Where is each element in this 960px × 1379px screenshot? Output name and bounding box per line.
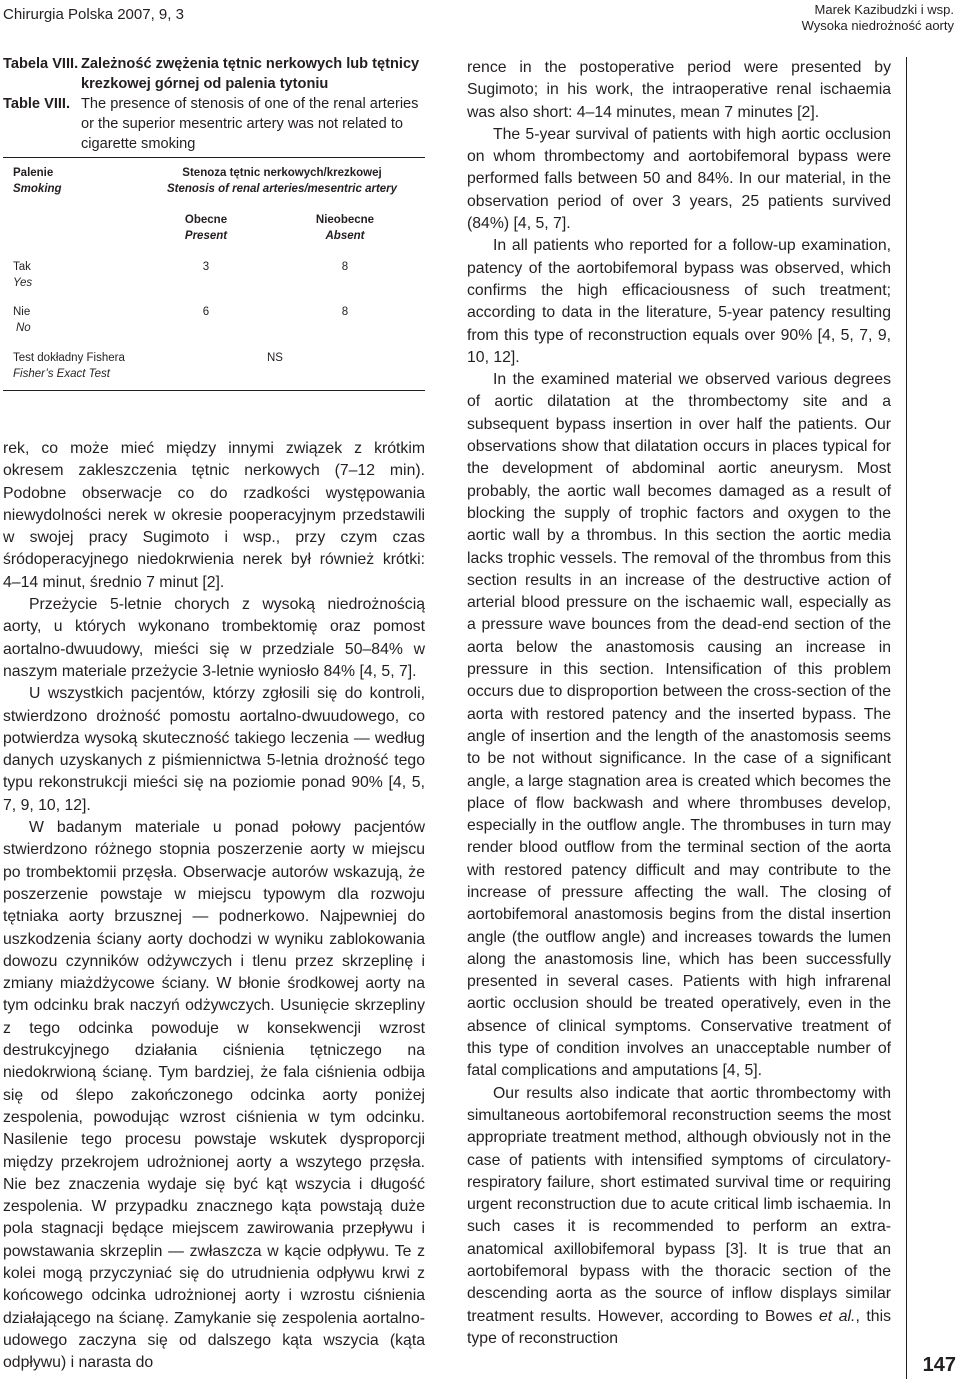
running-header-title: Wysoka niedrożność aorty xyxy=(801,18,954,33)
left-text-column xyxy=(3,438,425,1374)
right-paragraph: In all patients who reported for a follow-up examination, patency of the aortobifemoral bypass was observed, which confirms the high efficaciousness of such treatment; according to data in the literature, 5-year patency resulting from this type of reconstruction equals over 90% [4, 5, 7, 9, 10, 12]. xyxy=(467,237,891,366)
running-header xyxy=(802,2,954,34)
present-header-pl: Obecne xyxy=(184,214,228,226)
left-paragraph: U wszystkich pacjentów, którzy zgłosili się do kontroli, stwierdzono drożność pomostu aortalno-dwuudowego, co potwierdza wysoką skuteczność takiego leczenia — według danych uzyskanych z piśmiennictwa 5-letnia drożność tego typu rekonstrukcji mieści się na poziomie ponad 90% [4, 5, 7, 9, 10, 12]. xyxy=(3,685,425,814)
row-no-pl: Nie xyxy=(13,306,31,318)
table-cell-no-absent: 8 xyxy=(341,306,349,318)
row-test-en: Fisher’s Exact Test xyxy=(13,368,110,380)
right-paragraph-tail: , this type of reconstruction xyxy=(467,1307,891,1347)
row-no-en: No xyxy=(16,322,31,334)
smoking-header-pl: Palenie xyxy=(13,167,54,179)
row-yes-pl: Tak xyxy=(13,261,31,273)
running-header-authors: Marek Kazibudzki i wsp. xyxy=(814,2,954,17)
row-yes-en: Yes xyxy=(13,277,33,289)
table-label-pl: Tabela VIII. xyxy=(3,56,79,72)
table-label-en: Table VIII. xyxy=(3,96,71,112)
table-row-test-label xyxy=(13,350,125,382)
right-paragraph: In the examined material we observed various degrees of aortic dilatation at the thrombectomy site and a subsequent bypass insertion in over half the patients. Our observations show that dilatation occurs in places typical for the development of abdominal aortic aneurysm. Most probably, the aortic wall becomes damaged as a result of blocking the supply of trophic factors and oxygen to the aortic wall by a thrombus. In this section the aortic media lacks trophic vessels. The removal of the thrombus from this section results in an increase of the destructive action of arterial blood pressure on the ischaemic wall, especially as a pressure wave bounces from the dead-end section of the aorta below the anastomosis causing an increase in pressure in this section. Intensification of this problem occurs due to disproportion between the cross-section of the aorta with restored patency and the inserted bypass. The angle of insertion and the length of the anastomosis seems to be not without significance. In the case of a significant angle, a large stagnation area is created which becomes the place of flow backwash and where thrombuses develop, especially in the outflow angle. The thrombuses in turn may render blood outflow from the terminal section of the aorta with restored patency difficult and may contribute to the increase of pressure affecting the wall. The closing of aortobifemoral anastomosis begins from the distal insertion angle (the outflow angle) and increases towards the lumen along the anastomosis line, which has been successfully presented in several cases. Patients with high infrarenal aortic occlusion should be treated operatively, even in the absence of clinical symptoms. Conservative treatment of this type of condition involves an unacceptable number of fatal complications and amputations [4, 5]. xyxy=(467,371,891,1080)
absent-header xyxy=(300,212,390,244)
journal-header: Chirurgia Polska 2007, 9, 3 xyxy=(3,6,184,23)
table-bottom-rule xyxy=(3,390,425,391)
left-paragraph: Przeżycie 5-letnie chorych z wysoką niedrożnością aorty, u których wykonano trombektomię oraz pomost aortalno-dwuudowy, mieści się w przedziale 50–84% w naszym materiale przeżycie 3-letnie wyniosło 84% [4, 5, 7]. xyxy=(3,596,425,680)
right-paragraph xyxy=(467,1083,891,1351)
stenosis-group-header xyxy=(162,165,402,197)
table-caption-text-pl: Zależność zwężenia tętnic nerkowych lub tętnicy krezkowej górnej od palenia tytoniu xyxy=(81,56,420,92)
table-caption-text-en: The presence of stenosis of one of the renal arteries or the superior mesentric artery was not related to cigarette smoking xyxy=(81,96,419,152)
margin-rule xyxy=(906,57,907,1379)
table-cell-no-present: 6 xyxy=(202,306,210,318)
absent-header-pl: Nieobecne xyxy=(315,214,375,226)
table-caption-en xyxy=(3,94,423,154)
right-paragraph: rence in the postoperative period were presented by Sugimoto; in his work, the intraoperative renal ischaemia was also short: 4–14 minutes, mean 7 minutes [2]. xyxy=(467,59,891,121)
left-paragraph: rek, co może mieć między innymi związek z krótkim okresem zakleszczenia tętnic nerkowych (7–12 min). Podobne obserwacje co do rzadkości występowania niewydolności nerek w okresie pooperacyjnym przedstawili w swojej pracy Sugimoto i wsp., przy czym czas śródoperacyjnego niedokrwienia nerek był również krótki: 4–14 minut, średnio 7 minut [2]. xyxy=(3,440,425,591)
row-test-pl: Test dokładny Fishera xyxy=(13,352,125,364)
present-header xyxy=(166,212,246,244)
table-caption xyxy=(3,54,423,154)
table-row-no-label xyxy=(13,304,31,336)
et-al-italic: et al. xyxy=(819,1307,856,1325)
table-row-yes-label xyxy=(13,259,32,291)
table-cell-yes-absent: 8 xyxy=(341,261,349,273)
left-paragraph: W badanym materiale u ponad połowy pacjentów stwierdzono różnego stopnia poszerzenie aorty w miejscu po trombektomii przęsła. Obserwacje autorów wskazują, że poszerzenie powstaje w miejscu typowym dla rozwoju tętniaka aorty brzusznej — podnerkowo. Najpewniej do uszkodzenia ściany aorty dochodzi w wyniku zablokowania dowozu czynników odżywczych i tlenu przez skrzeplinę i zmiany miażdżycowe ściany. W błonie środkowej aorty na tym odcinku brak naczyń odżywczych. Usunięcie skrzepliny z tego odcinka powoduje w konsekwencji wzrost destrukcyjnego działania ciśnienia tętniczego na niedokrwioną ścianę. Tym bardziej, że fala ciśnienia odbija się od ślepo zakończonego odcinka aorty poniżej zespolenia, powodując wzrost ciśnienia w tym odcinku. Nasilenie tego procesu powstaje wskutek dysproporcji między przekrojem udrożnionej aorty a wszytego przęsła. Nie bez znaczenia wydaje się być kąt wszycia i długość zespolenia. W przypadku znacznego kąta powstają duże pola stagnacji będące miejscem zawirowania przepływu i powstawania skrzeplin — zwłaszcza w kącie odpływu. Te z kolei mogą przyczyniać się do utrudnienia odpływu krwi z końcowego odcinka udrożnionej aorty i wzrostu ciśnienia działającego na ścianę. Zamykanie się zespolenia aortalno-udowego zaczyna się od dalszego kąta wszycia (kąta odpływu) i narasta do xyxy=(3,819,425,1372)
smoking-header xyxy=(13,165,62,197)
absent-header-en: Absent xyxy=(325,230,365,242)
right-text-column xyxy=(467,57,891,1350)
smoking-header-en: Smoking xyxy=(13,183,62,195)
right-paragraph-text: Our results also indicate that aortic thrombectomy with simultaneous aortobifemoral reconstruction seems the most appropriate treatment method, although obviously not in the case of patients with intensified symptoms of circulatory-respiratory failure, short estimated survival time or requiring urgent reconstruction due to acute critical limb ischaemia. In such cases it is recommended to perform an extra-anatomical axillobifemoral bypass [3]. It is true that an aortobifemoral bypass with the thoracic section of the descending aorta as the source of inflow displays similar treatment results. However, according to Bowes xyxy=(467,1084,891,1325)
table-cell-test-result: NS xyxy=(267,352,283,364)
stenosis-group-header-pl: Stenoza tętnic nerkowych/krezkowej xyxy=(182,167,382,179)
table-top-rule xyxy=(3,157,425,158)
stenosis-group-header-en: Stenosis of renal arteries/mesentric artery xyxy=(166,183,398,195)
right-paragraph: The 5-year survival of patients with high aortic occlusion on whom thrombectomy and aortobifemoral bypass were performed falls between 50 and 84%. In our material, in the observation period of over 3 years, 25 patients survived (84%) [4, 5, 7]. xyxy=(467,125,891,233)
present-header-en: Present xyxy=(184,230,228,242)
table-cell-yes-present: 3 xyxy=(202,261,210,273)
table-caption-pl xyxy=(3,54,423,94)
page-number: 147 xyxy=(922,1354,956,1376)
